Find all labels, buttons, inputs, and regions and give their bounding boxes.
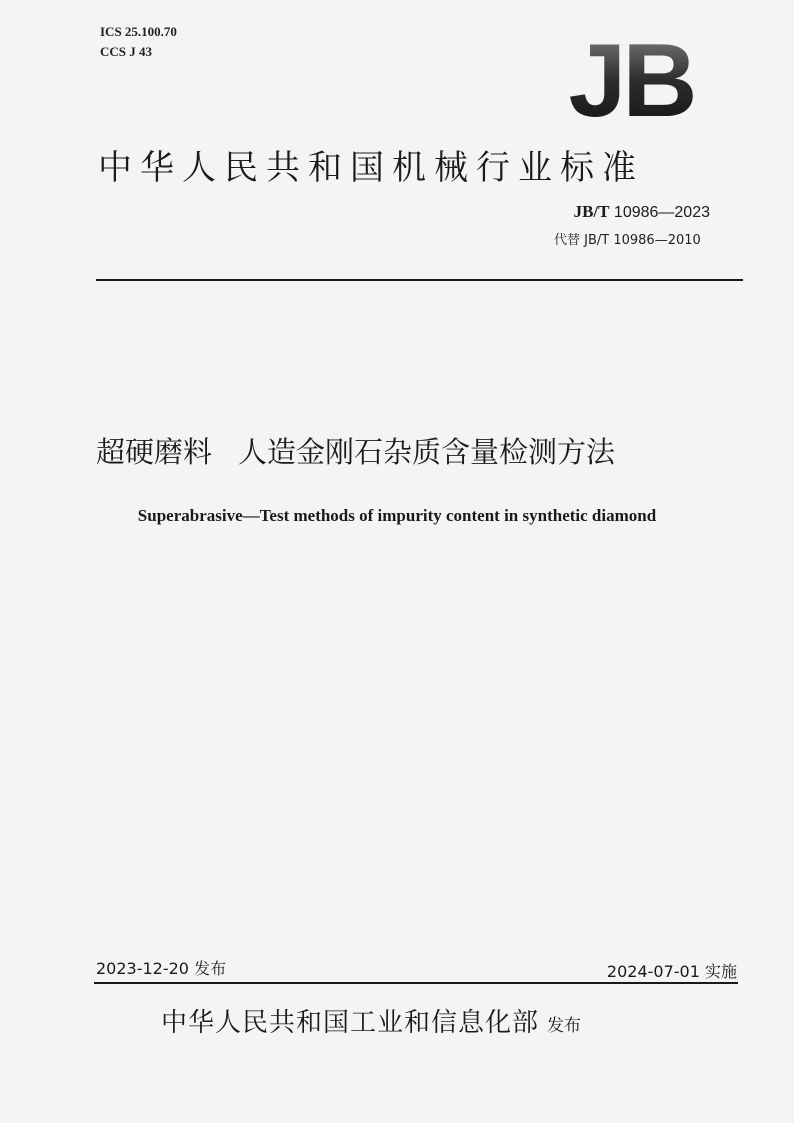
standard-number-main: 10986—2023 — [609, 204, 710, 221]
title-chinese — [96, 430, 615, 471]
title-chinese-part2: 人造金刚石杂质含量检测方法 — [238, 435, 616, 469]
issue-date: 2023-12-20 发布 — [96, 959, 227, 978]
header-divider — [96, 279, 743, 281]
publisher-name: 中华人民共和国工业和信息化部 — [161, 1008, 540, 1038]
jb-logo — [556, 36, 706, 120]
title-english: Superabrasive—Test methods of impurity content in synthetic diamond — [137, 506, 657, 525]
publisher-suffix: 发布 — [547, 1016, 582, 1036]
ics-code: ICS 25.100.70 — [100, 24, 177, 39]
jb-logo-text: JB — [568, 36, 694, 120]
title-chinese-part1: 超硬磨料 — [96, 435, 213, 469]
ccs-code: CCS J 43 — [100, 44, 153, 59]
publisher — [161, 1002, 581, 1039]
replaces-standard: 代替 JB/T 10986—2010 — [554, 233, 701, 248]
standard-category-title: 中华人民共和国机械行业标准 — [98, 148, 644, 188]
standard-number-prefix: JB/T — [573, 202, 610, 221]
classification-codes — [100, 22, 177, 62]
standard-number — [574, 202, 710, 222]
footer-divider — [94, 982, 738, 984]
implementation-date: 2024-07-01 实施 — [606, 962, 737, 981]
